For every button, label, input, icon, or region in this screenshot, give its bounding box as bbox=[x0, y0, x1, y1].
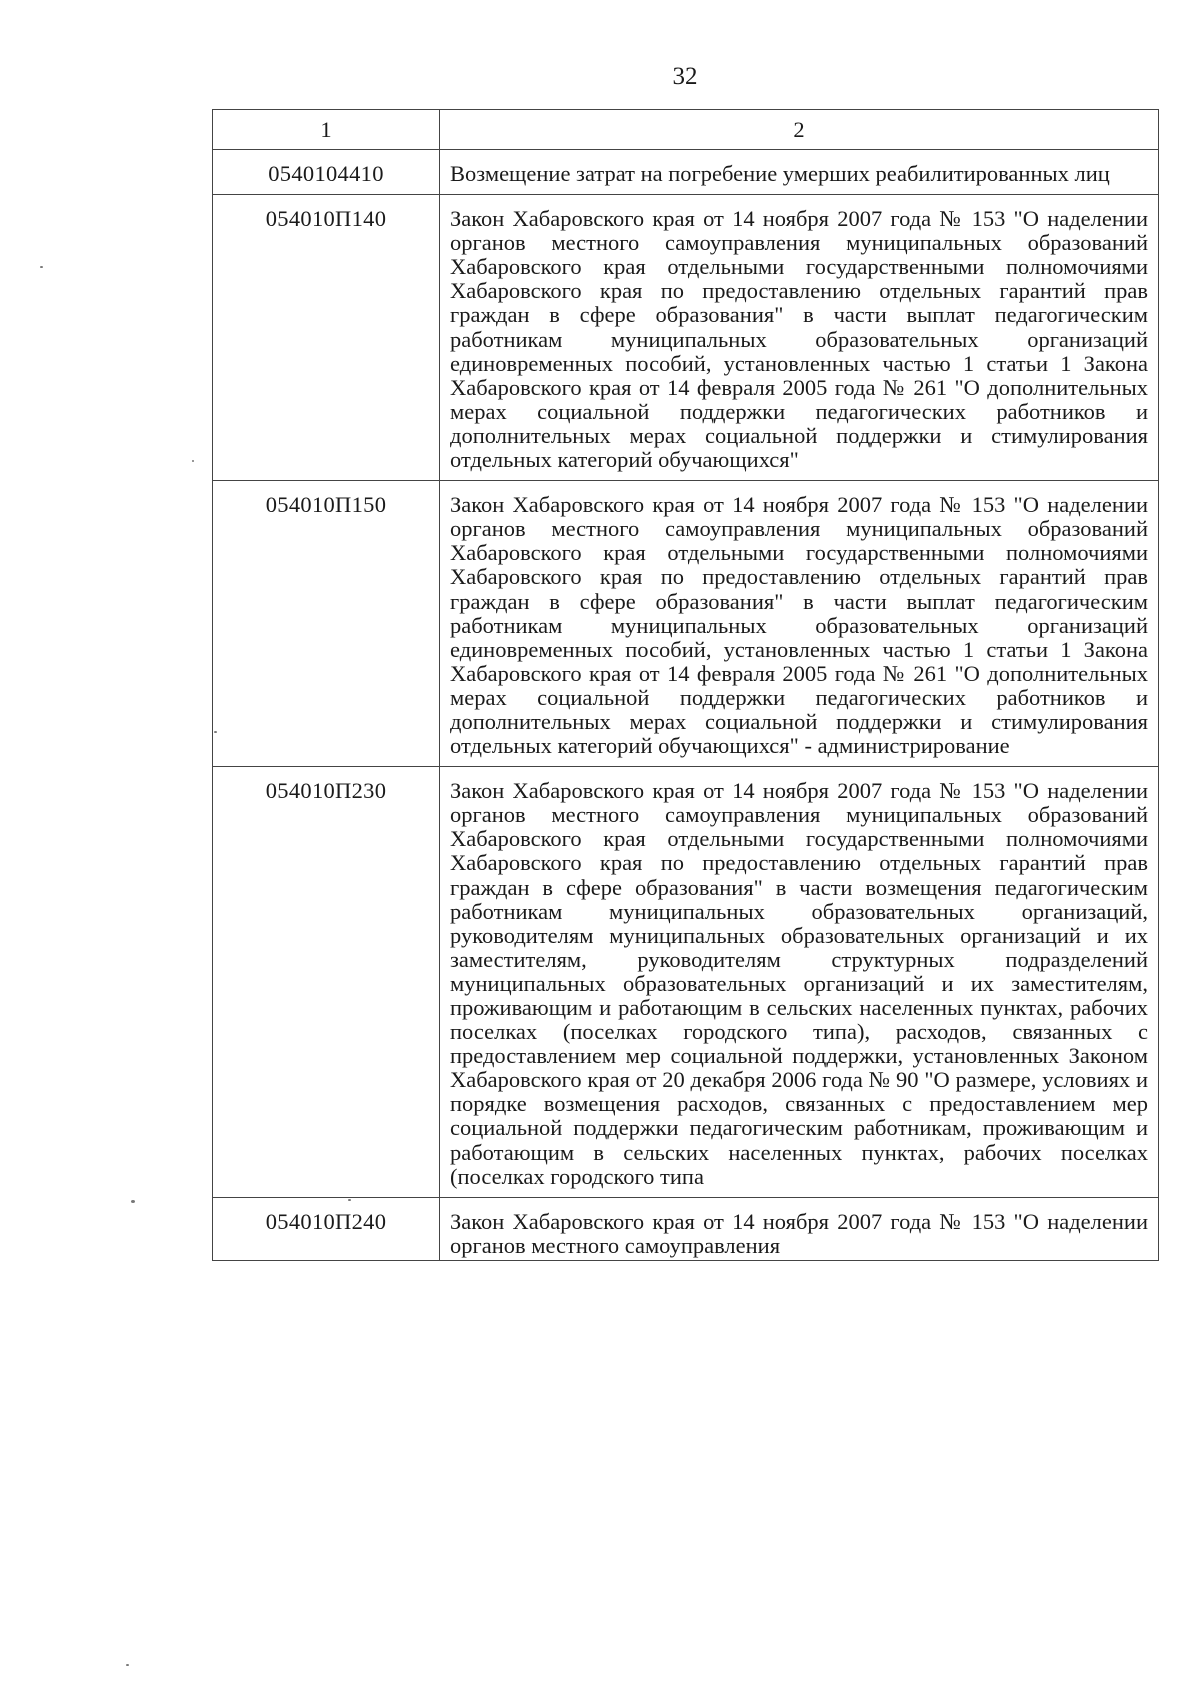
row-code: 0540104410 bbox=[213, 150, 440, 195]
budget-code-table bbox=[212, 109, 1159, 1261]
scan-speck bbox=[214, 731, 217, 733]
row-code: 054010П150 bbox=[213, 481, 440, 767]
row-code: 054010П140 bbox=[213, 195, 440, 481]
row-description-text: Закон Хабаровского края от 14 ноября 2007 года № 153 "О наделении органов местного самоуправления bbox=[450, 1209, 1148, 1258]
column-header-description: 2 bbox=[440, 110, 1159, 150]
table-row bbox=[213, 150, 1159, 195]
scan-speck bbox=[348, 1199, 351, 1201]
scan-speck bbox=[126, 1664, 129, 1666]
row-description: Возмещение затрат на погребение умерших реабилитированных лиц bbox=[440, 150, 1159, 195]
table-row bbox=[213, 481, 1159, 767]
table-row bbox=[213, 195, 1159, 481]
column-header-code: 1 bbox=[213, 110, 440, 150]
scan-speck bbox=[40, 266, 43, 268]
scan-speck bbox=[192, 460, 194, 462]
row-code: 054010П230 bbox=[213, 767, 440, 1198]
scan-speck bbox=[131, 1200, 135, 1203]
page-number: 32 bbox=[672, 63, 698, 90]
row-description: Закон Хабаровского края от 14 ноября 2007 года № 153 "О наделении органов местного самоуправления муниципальных образований Хабаровского края отдельными государственными полномочиями Хабаровского края по предоставлению отдельных гарантий прав граждан в сфере образования" в части выплат педагогическим работникам муниципальных образовательных организаций единовременных пособий, установленных частью 1 статьи 1 Закона Хабаровского края от 14 февраля 2005 года № 261 "О дополнительных мерах социальной поддержки педагогических работников и дополнительных мерах социальной поддержки и стимулирования отдельных категорий обучающихся" - администрирование bbox=[440, 481, 1159, 767]
table-row bbox=[213, 1197, 1159, 1260]
row-code: 054010П240 bbox=[213, 1197, 440, 1260]
table-header-row bbox=[213, 110, 1159, 150]
row-description: Закон Хабаровского края от 14 ноября 2007 года № 153 "О наделении органов местного самоуправления муниципальных образований Хабаровского края отдельными государственными полномочиями Хабаровского края по предоставлению отдельных гарантий прав граждан в сфере образования" в части выплат педагогическим работникам муниципальных образовательных организаций единовременных пособий, установленных частью 1 статьи 1 Закона Хабаровского края от 14 февраля 2005 года № 261 "О дополнительных мерах социальной поддержки педагогических работников и дополнительных мерах социальной поддержки и стимулирования отдельных категорий обучающихся" bbox=[440, 195, 1159, 481]
table-row bbox=[213, 767, 1159, 1198]
row-description: Закон Хабаровского края от 14 ноября 2007 года № 153 "О наделении органов местного самоуправления муниципальных образований Хабаровского края отдельными государственными полномочиями Хабаровского края по предоставлению отдельных гарантий прав граждан в сфере образования" в части возмещения педагогическим работникам муниципальных образовательных организаций, руководителям муниципальных образовательных организаций и их заместителям, руководителям структурных подразделений муниципальных образовательных организаций и их заместителям, проживающим и работающим в сельских населенных пунктах, рабочих поселках (поселках городского типа), расходов, связанных с предоставлением мер социальной поддержки, установленных Законом Хабаровского края от 20 декабря 2006 года № 90 "О размере, условиях и порядке возмещения расходов, связанных с предоставлением мер социальной поддержки педагогическим работникам, проживающим и работающим в сельских населенных пунктах, рабочих поселках (поселках городского типа bbox=[440, 767, 1159, 1198]
row-description-continued bbox=[440, 1197, 1159, 1260]
